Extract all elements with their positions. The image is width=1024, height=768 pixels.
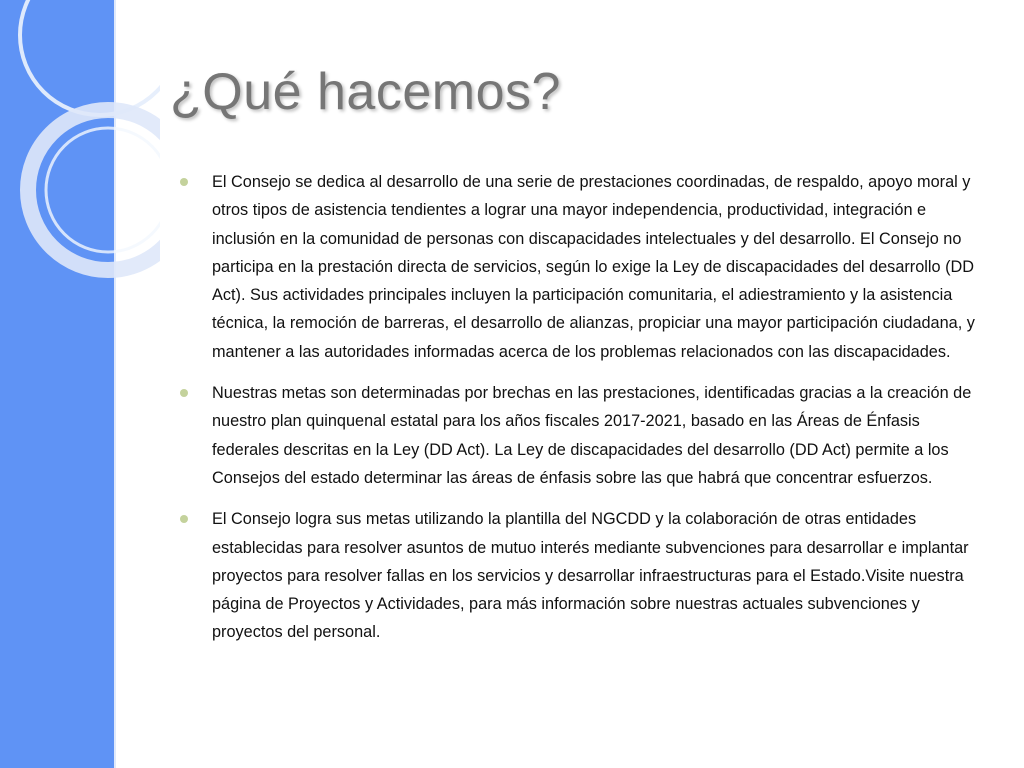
bullet-icon (180, 178, 188, 186)
bullet-icon (180, 389, 188, 397)
bullet-item (180, 379, 980, 492)
decorative-ring-large (20, 0, 160, 115)
bullet-item (180, 505, 980, 646)
decorative-ring-medium (28, 110, 160, 270)
bullet-text: Nuestras metas son determinadas por brechas en las prestaciones, identificadas gracias a la creación de nuestro plan quinquenal estatal para los años fiscales 2017-2021, basado en las Áreas de Énfasis federales descritas en la Ley (DD Act). La Ley de discapacidades del desarrollo (DD Act) permite a los Consejos del estado determinar las áreas de énfasis sobre las que habrá que concentrar esfuerzos. (212, 384, 972, 487)
slide-title: ¿Qué hacemos? (170, 63, 561, 121)
bullet-list (180, 168, 980, 660)
bullet-text: El Consejo logra sus metas utilizando la plantilla del NGCDD y la colaboración de otras entidades establecidas para resolver asuntos de mutuo interés mediante subvenciones para desarrollar e implantar proyectos para resolver fallas en los servicios y desarrollar infraestructuras para el Estado.Visite nuestra página de Proyectos y Actividades, para más información sobre nuestras actuales subvenciones y proyectos del personal. (212, 510, 969, 642)
bullet-text: El Consejo se dedica al desarrollo de una serie de prestaciones coordinadas, de respaldo, apoyo moral y otros tipos de asistencia tendientes a lograr una mayor independencia, productividad, integración e inclusión en la comunidad de personas con discapacidades intelectuales y del desarrollo. El Consejo no participa en la prestación directa de servicios, según lo exige la Ley de discapacidades del desarrollo (DD Act). Sus actividades principales incluyen la participación comunitaria, el adiestramiento y la asistencia técnica, la remoción de barreras, el desarrollo de alianzas, propiciar una mayor participación ciudadana, y mantener a las autoridades informadas acerca de los problemas relacionados con las discapacidades. (212, 173, 975, 361)
decorative-ring-inner (46, 128, 160, 252)
bullet-item (180, 168, 980, 366)
bullet-icon (180, 515, 188, 523)
decorative-rings (0, 0, 160, 320)
